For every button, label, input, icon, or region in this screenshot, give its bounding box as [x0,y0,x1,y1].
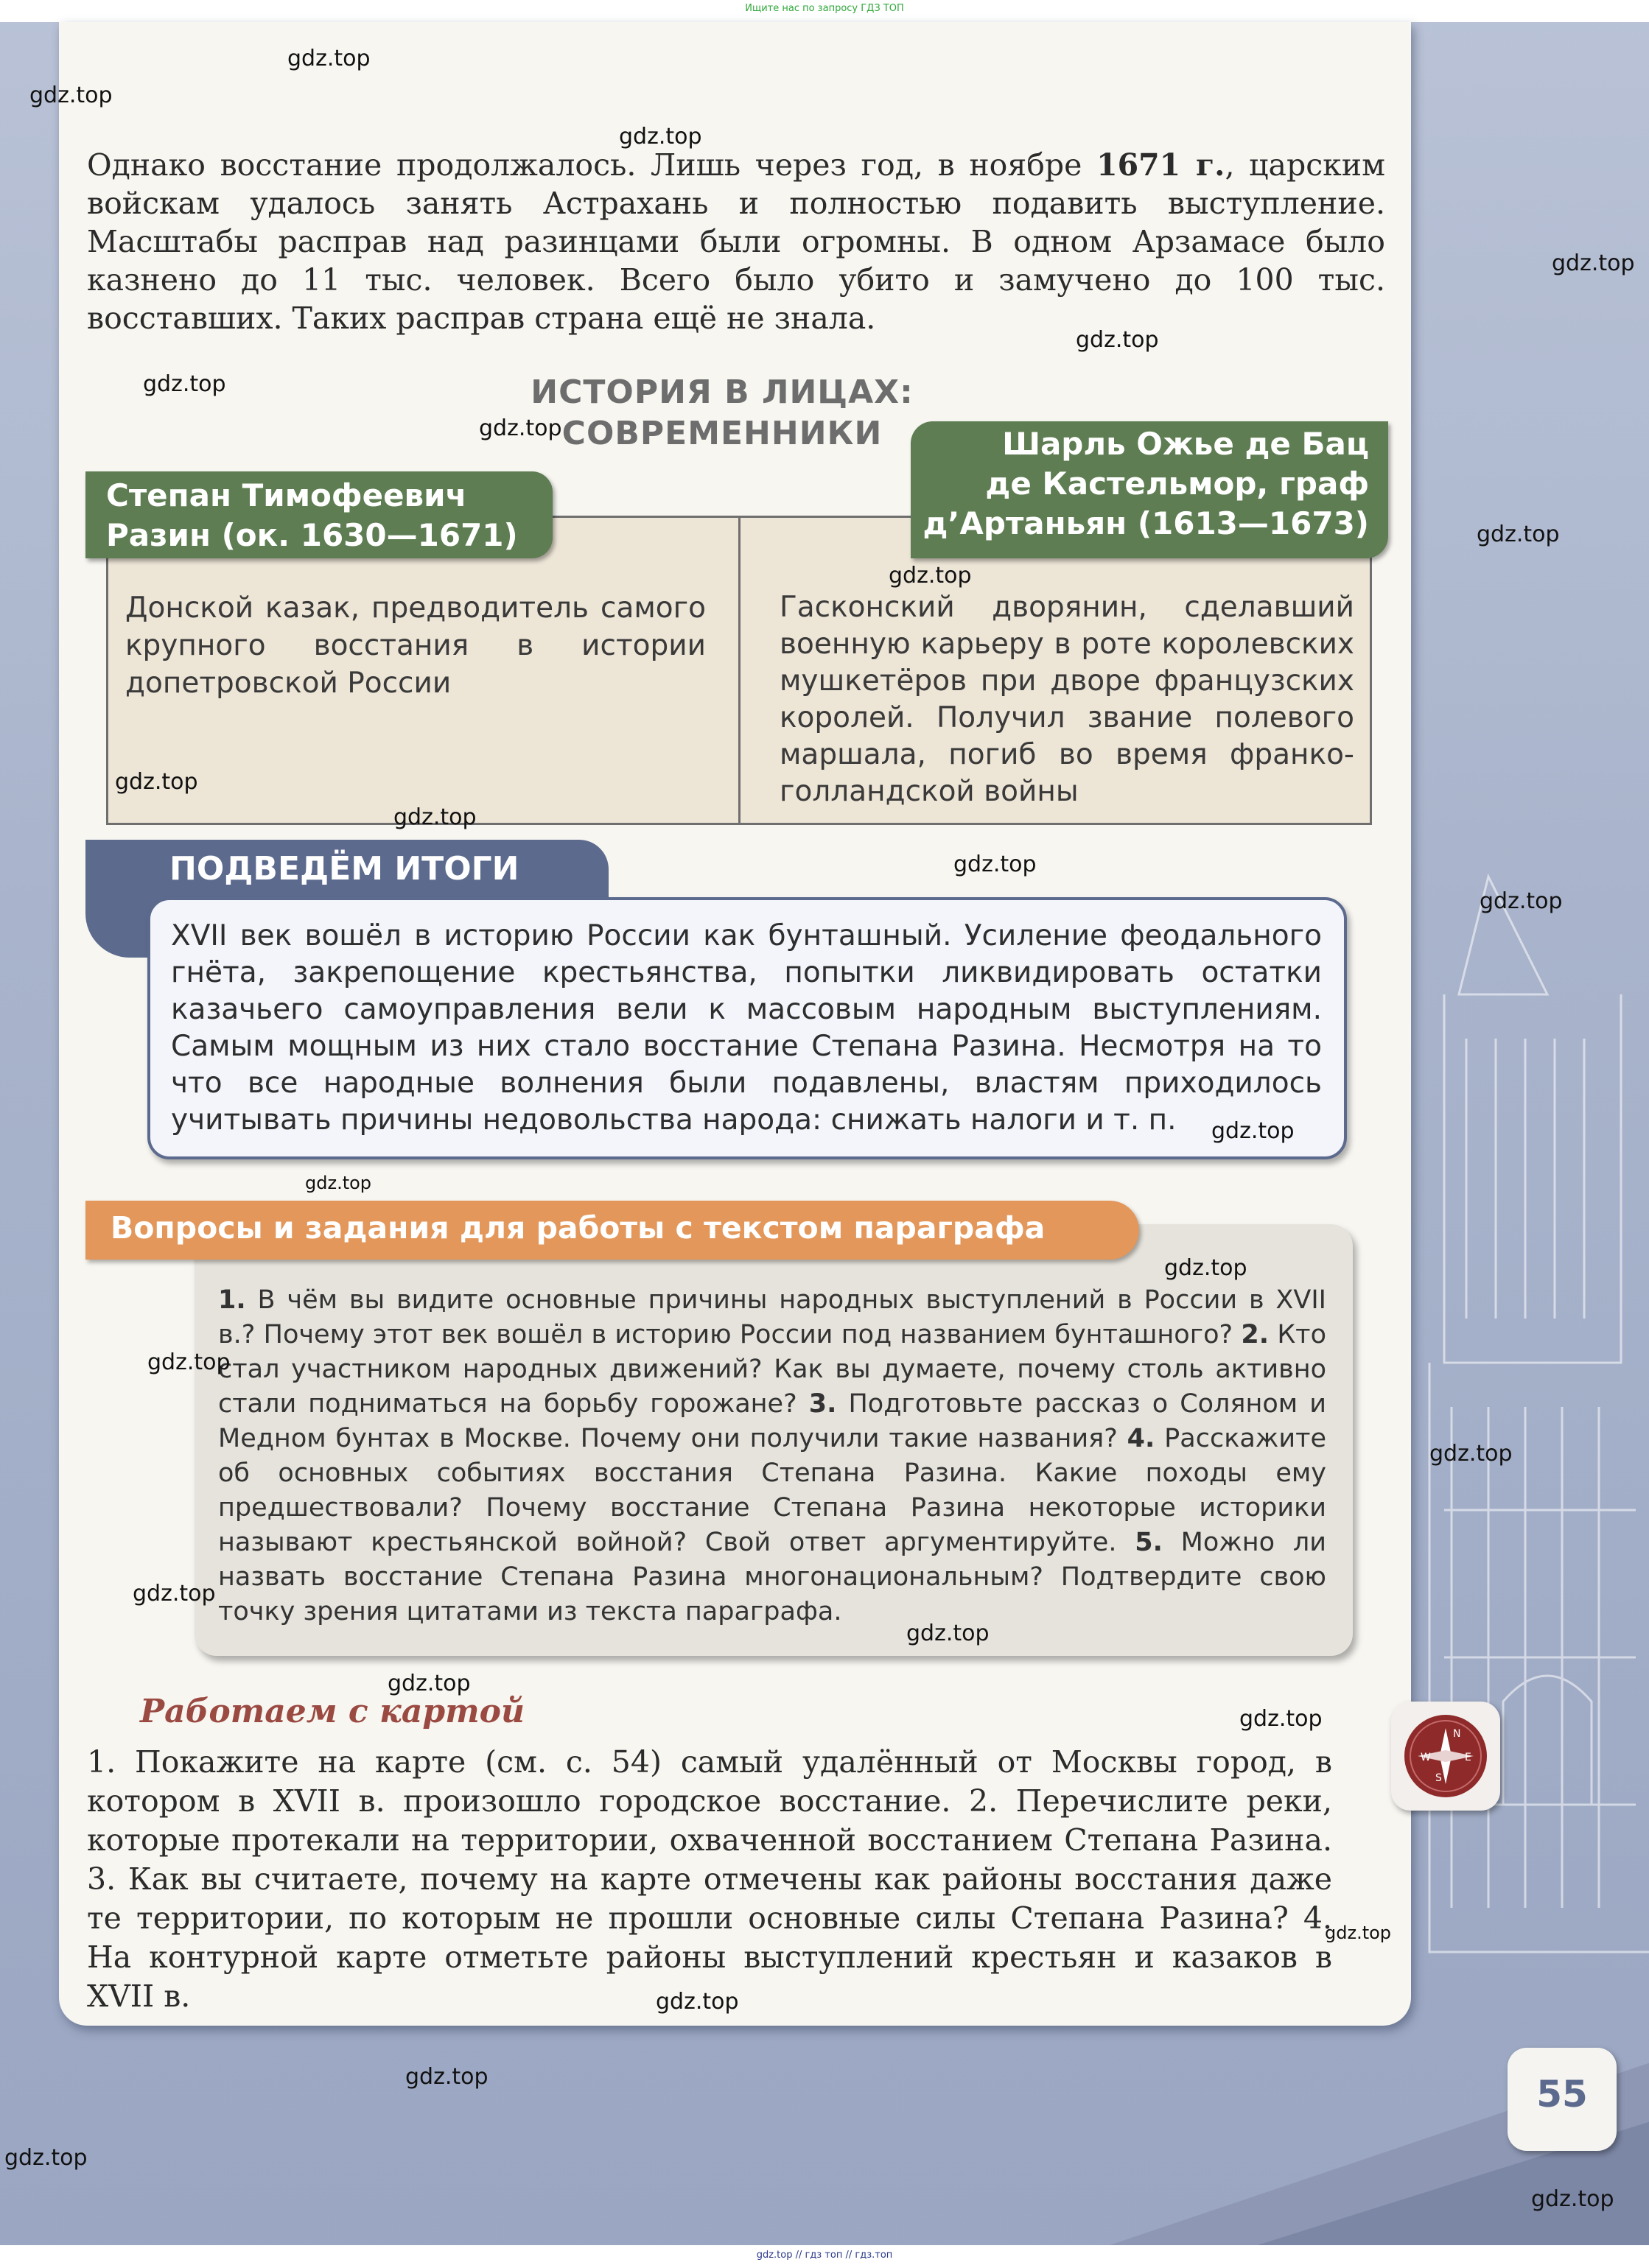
watermark: gdz.top [29,82,113,108]
watermark: gdz.top [4,2145,88,2171]
razin-description: Донской казак, предводитель самого крупного восстания в истории допетровской России [125,591,706,700]
watermark: gdz.top [1164,1255,1247,1281]
intro-year: 1671 г. [1096,147,1225,183]
intro-text-part1: Однако восстание продолжалось. Лишь через год, в ноябре [87,147,1097,183]
question-text: В чём вы видите основные причины народных выступлений в России в XVII в.? Почему этот век вошёл в историю России под названием бунташного? [218,1285,1326,1349]
dartagnan-name-line1: Шарль Ожье де Бац [1002,426,1369,462]
razin-name-line1: Степан Тимофеевич [106,477,467,513]
watermark: gdz.top [1480,888,1563,914]
watermark: gdz.top [133,1581,216,1607]
dartagnan-name-line3: д’Артаньян (1613—1673) [922,505,1369,541]
question-number: 5. [1135,1528,1163,1557]
intro-paragraph [87,146,1385,337]
watermark: gdz.top [305,1173,372,1193]
watermark: gdz.top [405,2064,489,2090]
intro-text-part2: , царским войскам удалось занять Астрахань и полностью подавить выступление. Масштабы расправ над разинцами были огромны. В одном Арзамасе было казнено до 11 тыс. человек. Всего было убито и замучено до 100 тыс. восставших. Таких расправ страна ещё не знала. [87,147,1386,336]
watermark: gdz.top [1477,522,1560,547]
dartagnan-description: Гасконский дворянин, сделавший военную карьеру в роте королевских мушкетёров при дворе французских королей. Получил звание полевого маршала, погиб во время франко-голландской войны [780,591,1354,808]
question-text: Кто стал участником народных движений? Как вы думаете, почему столь активно стали подниматься на борьбу горожане? [218,1320,1326,1419]
watermark: gdz.top [393,804,477,830]
dartagnan-name-tab [911,421,1388,558]
question-text: Можно ли назвать восстание Степана Разина многонациональным? Подтвердите свою точку зрения цитатами из текста параграфа. [218,1528,1326,1626]
questions-title: Вопросы и задания для работы с текстом параграфа [111,1210,1046,1246]
watermark: gdz.top [906,1621,990,1646]
questions-text [218,1283,1326,1629]
dartagnan-name-line2: де Кастельмор, граф [985,466,1369,502]
question-number: 4. [1127,1424,1155,1453]
watermark: gdz.top [1239,1706,1323,1732]
background-architecture-sketch [1400,847,1649,2210]
watermark: gdz.top [115,769,198,795]
watermark: gdz.top [1076,327,1159,353]
bottom-note: gdz.top // гдз топ // гдз.топ [756,2250,893,2261]
compass-n: N [1453,1728,1461,1740]
question-number: 3. [808,1389,837,1419]
watermark: gdz.top [656,1989,739,2015]
watermark: gdz.top [388,1671,471,1696]
page-number: 55 [1536,2073,1588,2116]
watermark: gdz.top [953,852,1037,877]
watermark: gdz.top [287,46,371,71]
history-faces-title-line1: ИСТОРИЯ В ЛИЦАХ: [531,373,914,411]
watermark: gdz.top [889,563,972,589]
history-faces-title-line2: СОВРЕМЕННИКИ [561,415,883,452]
question-number: 1. [218,1285,246,1315]
question-number: 2. [1241,1320,1270,1349]
watermark: gdz.top [1325,1923,1392,1943]
compass-icon [1391,1702,1500,1811]
watermark: gdz.top [143,371,226,397]
map-work-text: 1. Покажите на карте (см. с. 54) самый удалённый от Москвы город, в котором в XVII в. произошло городское восстание. 2. Перечислите реки, которые протекали на территории, охваченной восстанием Степана Разина. 3. Как вы считаете, почему на карте отмечены как районы восстания даже те территории, по которым не прошли основные силы Степана Разина? 4. На контурной карте отметьте районы выступлений крестьян и казаков в XVII в. [87,1744,1332,2014]
compass-s: S [1435,1772,1442,1784]
watermark: gdz.top [619,124,702,150]
question-text: Подготовьте рассказ о Соляном и Медном бунтах в Москве. Почему они получили такие названия? [218,1389,1326,1453]
watermark: gdz.top [479,415,562,441]
watermark: gdz.top [1429,1441,1513,1467]
question-text: Расскажите об основных событиях восстания Степана Разина. Какие походы ему предшествовали? Почему восстание Степана Разина некоторые историки называют крестьянской войной? Свой ответ аргументируйте. [218,1424,1326,1557]
summary-title: ПОДВЕДЁМ ИТОГИ [169,850,519,888]
compass-w: W [1421,1752,1431,1763]
contemporaries-divider [738,517,741,824]
razin-name-tab [85,471,553,558]
razin-name-line2: Разин (ок. 1630—1671) [106,517,518,553]
map-work-title: Работаем с картой [140,1693,525,1730]
summary-text: XVII век вошёл в историю России как бунташный. Усиление феодального гнёта, закрепощение крестьянства, попытки ликвидировать остатки казачьего самоуправления вели к массовым народным выступлениям. Самым мощным из них стало восстание Степана Разина. Несмотря на то что все народные волнения были подавлены, властям приходилось учитывать причины недовольства народа: снижать налоги и т. п. [171,919,1322,1137]
top-note: Ищите нас по запросу ГДЗ ТОП [745,3,904,14]
watermark: gdz.top [1552,250,1635,276]
compass-e: E [1465,1752,1471,1763]
watermark: gdz.top [147,1349,231,1375]
watermark: gdz.top [1211,1118,1295,1144]
watermark: gdz.top [1531,2186,1614,2212]
